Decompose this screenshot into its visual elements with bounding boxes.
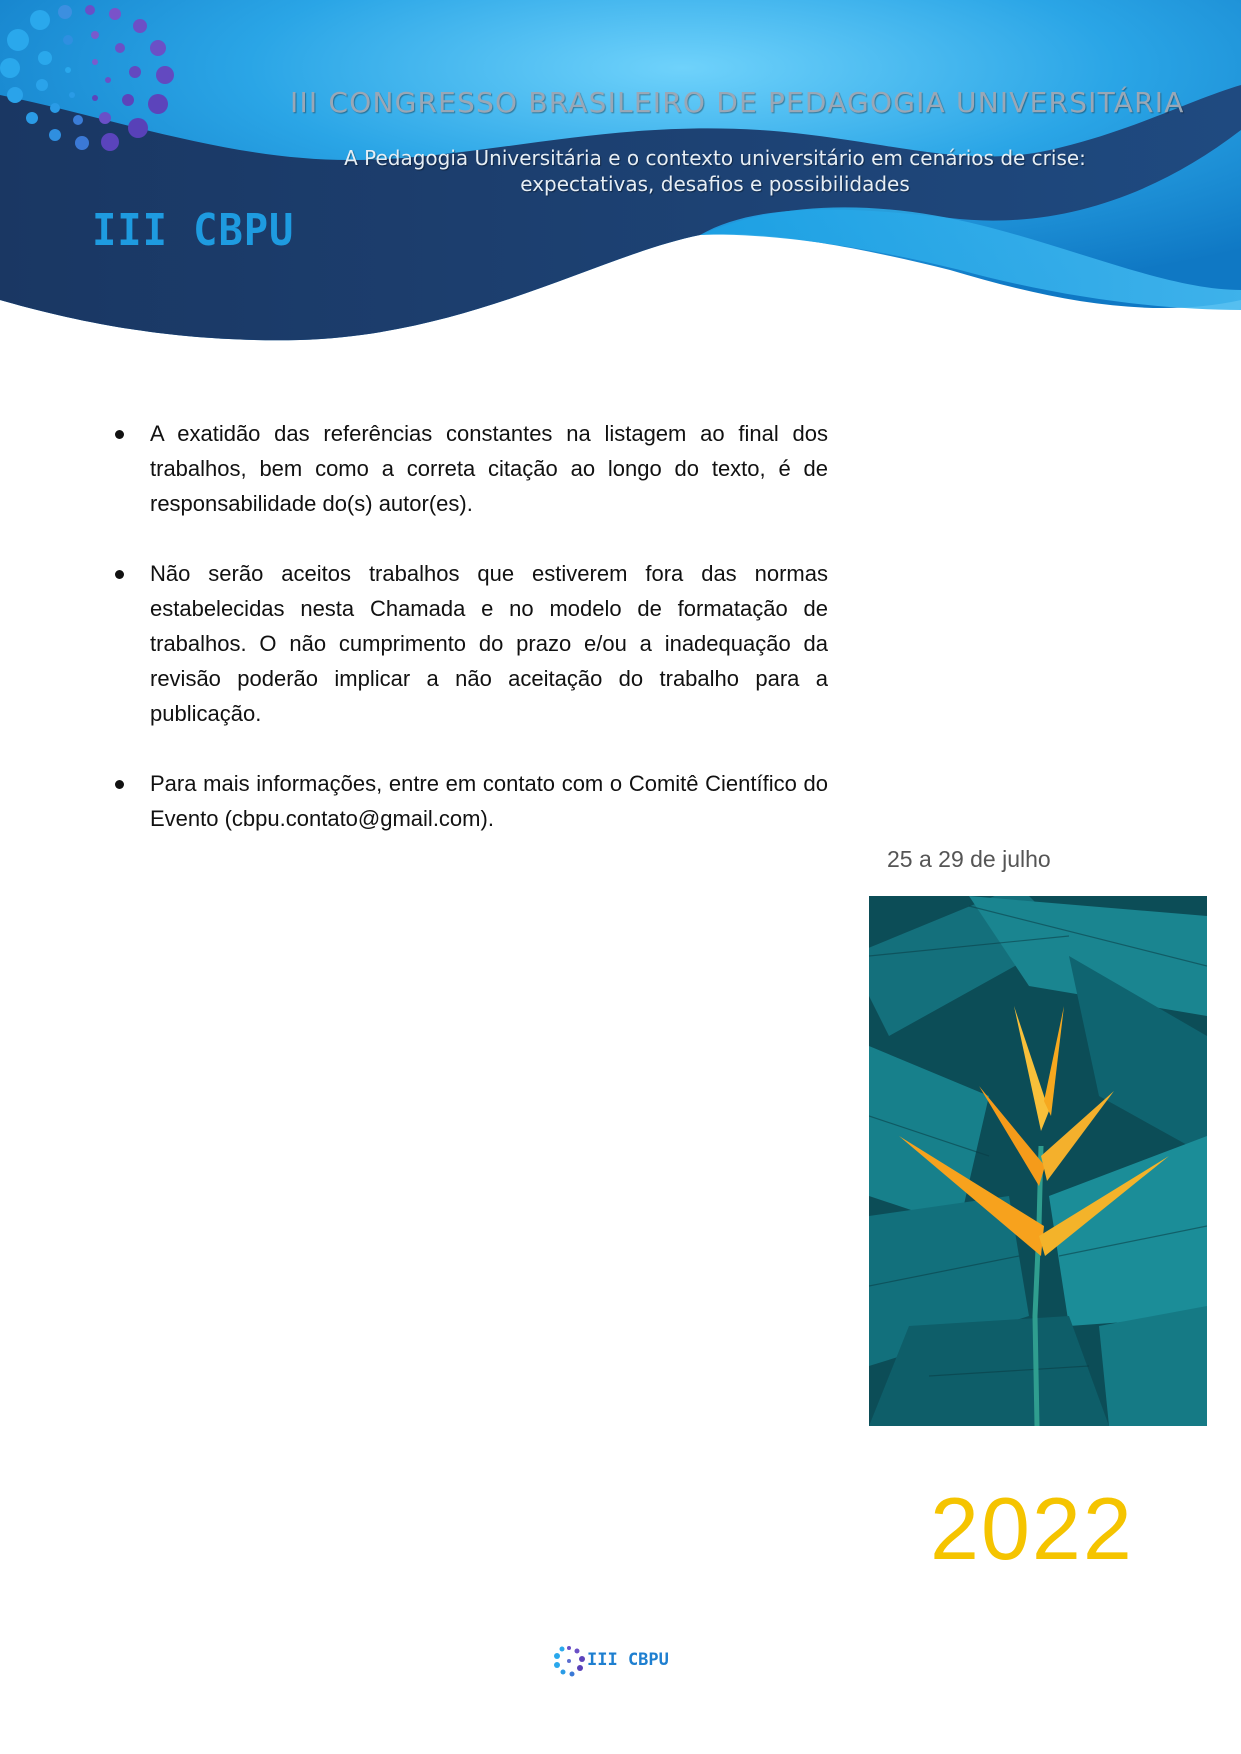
list-item-text: A exatidão das referências constantes na listagem ao final dos trabalhos, bem como a correta citação ao longo do texto, é de responsabilidade do(s) autor(es). — [150, 421, 828, 516]
congress-subtitle — [300, 145, 1130, 197]
bullet-icon — [115, 430, 124, 439]
guidelines-list — [110, 416, 828, 871]
list-item-text: Para mais informações, entre em contato com o Comitê Científico do Evento (cbpu.contato@gmail.com). — [150, 771, 828, 831]
header-banner — [0, 0, 1241, 345]
footer-wordmark: III CBPU — [587, 1650, 669, 1670]
bullet-icon — [115, 780, 124, 789]
list-item-text: Não serão aceitos trabalhos que estiverem fora das normas estabelecidas nesta Chamada e no modelo de formatação de trabalhos. O não cumprimento do prazo e/ou a inadequação da revisão poderão implicar a não aceitação do trabalho para a publicação. — [150, 561, 828, 726]
list-item — [110, 416, 828, 521]
flower-illustration — [869, 896, 1207, 1426]
heliconia-flower-image — [869, 896, 1207, 1426]
footer-logo-icon — [553, 1645, 585, 1677]
list-item — [110, 766, 828, 836]
list-item — [110, 556, 828, 731]
bullet-icon — [115, 570, 124, 579]
event-year: 2022 — [930, 1479, 1134, 1578]
congress-title: III CONGRESSO BRASILEIRO DE PEDAGOGIA UNIVERSITÁRIA — [290, 86, 1185, 119]
subtitle-line-2: expectativas, desafios e possibilidades — [520, 172, 910, 196]
logo-wordmark: III CBPU — [92, 205, 295, 256]
event-dates: 25 a 29 de julho — [887, 846, 1051, 872]
subtitle-line-1: A Pedagogia Universitária e o contexto universitário em cenários de crise: — [344, 146, 1086, 170]
cbpu-logo-icon — [0, 0, 180, 160]
